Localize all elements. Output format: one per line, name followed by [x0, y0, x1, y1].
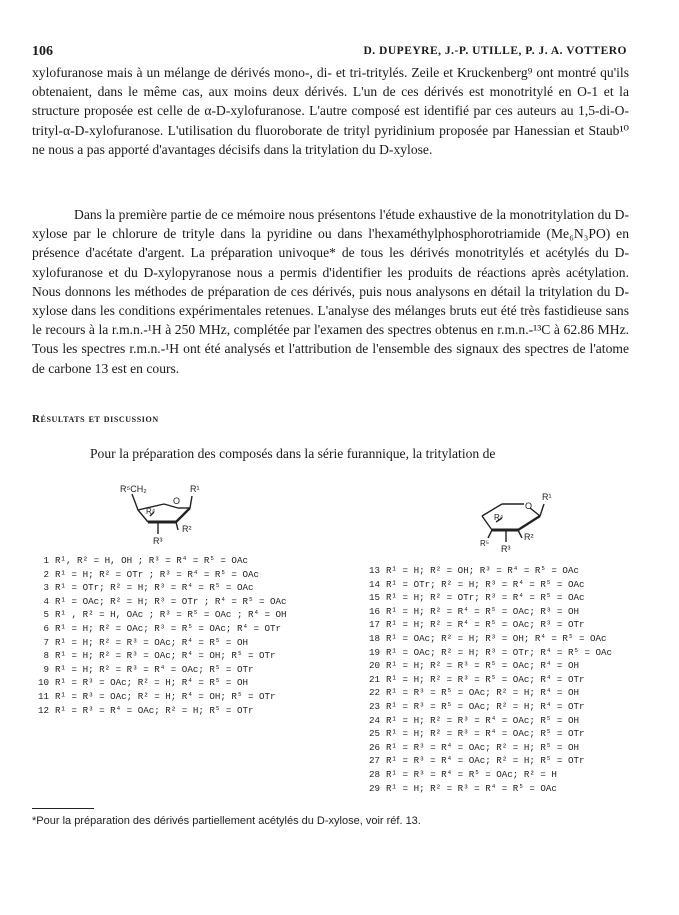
compound-entry	[31, 704, 331, 718]
compound-substituents: R¹ = OTr; R² = H; R³ = R⁴ = R⁵ = OAc	[55, 582, 254, 594]
compound-substituents: R¹ = R³ = OAc; R² = H; R⁴ = R⁵ = OH	[55, 677, 248, 689]
compound-entry	[31, 663, 331, 677]
footnote: *Pour la préparation des dérivés partiellement acétylés du D-xylose, voir réf. 13.	[32, 815, 421, 827]
compound-substituents: R¹ = H; R² = OAc; R³ = R⁵ = OAc; R⁴ = OTr	[55, 622, 282, 634]
compound-entry	[31, 622, 331, 636]
label-r2: R²	[524, 532, 534, 542]
compound-number: 16	[368, 605, 380, 617]
compound-number: 15	[368, 592, 380, 604]
compound-number: 19	[368, 646, 380, 658]
compound-substituents: R¹ , R² = H, OAc ; R³ = R⁵ = OAc ; R⁴ = OH	[55, 609, 287, 621]
compound-number: 24	[368, 714, 380, 726]
compound-entry	[360, 618, 660, 632]
compound-substituents: R¹ = R³ = R⁴ = OAc; R² = H; R⁵ = OTr	[55, 704, 254, 716]
label-r4: R⁴	[146, 507, 156, 516]
compound-number: 29	[368, 782, 380, 794]
compound-number: 25	[368, 728, 380, 740]
compound-number: 2	[43, 568, 49, 580]
compound-number: 12	[37, 704, 49, 716]
compound-number: 27	[368, 755, 380, 767]
pyranose-structure	[468, 482, 578, 562]
compound-entry	[360, 727, 660, 741]
compound-substituents: R¹ = R³ = R⁴ = OAc; R² = H; R⁵ = OH	[386, 741, 579, 753]
compound-number: 11	[37, 690, 49, 702]
compound-entry	[360, 578, 660, 592]
compound-substituents: R¹ = R³ = R⁴ = OAc; R² = H; R⁵ = OTr	[386, 755, 585, 767]
label-o: O	[525, 501, 533, 511]
paragraph-1: xylofuranose mais à un mélange de dérivés mono-, di- et tri-tritylés. Zeile et Kruckenberg⁹ ont montré qu'ils obtenaient, dans le même cas, aux moins deux dérivés. L'un de ces dérivés est monotritylé en O-1 et la structure proposée est celle de α-D-xylofuranose. L'autre composé est identifié par ces auteurs au 1,5-di-O-trityl-α-D-xylofuranose. L'utilisation du fluoroborate de trityl pyridinium proposée par Hanessian et Staub¹⁰ ne nous a pas apporté d'avantages décisifs dans la tritylation du D-xylose.	[32, 65, 629, 157]
compound-entry	[31, 554, 331, 568]
compound-substituents: R¹ = H; R² = OH; R³ = R⁴ = R⁵ = OAc	[386, 565, 579, 576]
label-r5ch2: R⁵CH₂	[120, 484, 147, 494]
compound-substituents: R¹ = OTr; R² = H; R³ = R⁴ = R⁵ = OAc	[386, 578, 585, 590]
compound-entry	[360, 591, 660, 605]
label-r3: R³	[501, 544, 511, 554]
compound-number: 6	[43, 622, 49, 634]
compound-substituents: R¹ = H; R² = OTr ; R³ = R⁴ = R⁵ = OAc	[55, 568, 259, 580]
compound-entry	[31, 581, 331, 595]
compound-substituents: R¹ = R³ = R⁵ = OAc; R² = H; R⁴ = OTr	[386, 700, 585, 712]
compound-entry	[360, 700, 660, 714]
compound-list-furanose	[31, 554, 331, 717]
compound-number: 13	[368, 565, 380, 576]
compound-number: 22	[368, 687, 380, 699]
compound-entry	[31, 568, 331, 582]
label-r5: R⁵	[480, 539, 490, 548]
compound-substituents: R¹ = OAc; R² = H; R³ = OTr ; R⁴ = R⁵ = OAc	[55, 595, 287, 607]
compound-substituents: R¹ = R³ = R⁴ = R⁵ = OAc; R² = H	[386, 768, 557, 780]
compound-substituents: R¹, R² = H, OH ; R³ = R⁴ = R⁵ = OAc	[55, 555, 248, 566]
label-o: O	[173, 496, 181, 506]
compound-number: 5	[43, 609, 49, 621]
compound-substituents: R¹ = H; R² = R³ = OAc; R⁴ = R⁵ = OH	[55, 636, 248, 648]
compound-entry	[31, 676, 331, 690]
compound-number: 1	[43, 555, 49, 566]
compound-substituents: R¹ = H; R² = R³ = R⁴ = OAc; R⁵ = OTr	[386, 728, 585, 740]
compound-entry	[360, 686, 660, 700]
compound-entry	[360, 754, 660, 768]
compound-substituents: R¹ = OAc; R² = H; R³ = OH; R⁴ = R⁵ = OAc	[386, 632, 607, 644]
furanose-structure	[118, 474, 228, 554]
compound-entry	[360, 714, 660, 728]
compound-entry	[360, 673, 660, 687]
label-r3: R³	[153, 536, 163, 546]
compound-entry	[360, 782, 660, 796]
compound-entry	[31, 649, 331, 663]
compound-substituents: R¹ = H; R² = R³ = R⁴ = OAc; R⁵ = OH	[386, 714, 579, 726]
compound-number: 9	[43, 663, 49, 675]
compound-number: 23	[368, 700, 380, 712]
compound-list-pyranose	[360, 564, 660, 795]
compound-entry	[360, 564, 660, 578]
compound-entry	[360, 646, 660, 660]
compound-substituents: R¹ = H; R² = R³ = R⁴ = R⁵ = OAc	[386, 782, 557, 794]
running-header-authors: D. DUPEYRE, J.-P. UTILLE, P. J. A. VOTTERO	[363, 45, 627, 57]
compound-number: 21	[368, 673, 380, 685]
compound-substituents: R¹ = H; R² = OTr; R³ = R⁴ = R⁵ = OAc	[386, 592, 585, 604]
compound-entry	[360, 741, 660, 755]
section-heading: Résultats et discussion	[32, 413, 159, 425]
compound-entry	[360, 659, 660, 673]
label-r1: R¹	[542, 492, 552, 502]
compound-number: 26	[368, 741, 380, 753]
compound-number: 8	[43, 650, 49, 662]
compound-number: 17	[368, 619, 380, 631]
compound-substituents: R¹ = H; R² = R³ = OAc; R⁴ = OH; R⁵ = OTr	[55, 650, 276, 662]
compound-substituents: R¹ = OAc; R² = H; R³ = OTr; R⁴ = R⁵ = OAc	[386, 646, 613, 658]
compound-substituents: R¹ = H; R² = R⁴ = R⁵ = OAc; R³ = OTr	[386, 619, 585, 631]
label-r1: R¹	[190, 484, 200, 494]
compound-number: 4	[43, 595, 49, 607]
compound-entry	[360, 632, 660, 646]
compound-number: 3	[43, 582, 49, 594]
label-r2: R²	[182, 524, 192, 534]
compound-number: 28	[368, 768, 380, 780]
page-number: 106	[32, 44, 53, 59]
compound-entry	[31, 636, 331, 650]
compound-entry	[31, 608, 331, 622]
compound-number: 20	[368, 660, 380, 672]
compound-entry	[31, 690, 331, 704]
compound-entry	[360, 768, 660, 782]
compound-substituents: R¹ = R³ = OAc; R² = H; R⁴ = OH; R⁵ = OTr	[55, 690, 276, 702]
compound-substituents: R¹ = H; R² = R³ = R⁴ = OAc; R⁵ = OTr	[55, 663, 254, 675]
paragraph-2: Dans la première partie de ce mémoire nous présentons l'étude exhaustive de la monotritylation du D-xylose par le chlorure de trityle dans la pyridine ou dans l'hexaméthylphosphorotriamide (Me₆N₃PO) en présence d'acétate d'argent. La préparation univoque* de tous les dérivés monotritylés et acétylés du D-xylofuranose et du D-xylopyranose nous a permis d'identifier les produits de réactions après acétylation. Nous donnons les méthodes de préparation de ces dérivés, puis nous analysons en détail la tritylation du D-xylose dans les conditions expérimentales retenues. L'analyse des mélanges bruts eut été très fastidieuse sans le recours à la r.m.n.-¹H à 250 MHz, complétée par l'examen des spectres obtenus en r.m.n.-¹³C à 62.86 MHz. Tous les spectres r.m.n.-¹H ont été analysés et l'attribution de l'ensemble des signaux des spectres de l'atome de carbone 13 est en cours.	[32, 207, 629, 376]
compound-number: 7	[43, 636, 49, 648]
compound-entry	[360, 605, 660, 619]
label-r4: R⁴	[494, 513, 504, 522]
compound-entry	[31, 595, 331, 609]
compound-substituents: R¹ = H; R² = R³ = R⁵ = OAc; R⁴ = OH	[386, 660, 579, 672]
compound-number: 18	[368, 632, 380, 644]
compound-number: 14	[368, 578, 380, 590]
pyranose-ring-drawing	[468, 482, 578, 562]
compound-number: 10	[37, 677, 49, 689]
compound-substituents: R¹ = H; R² = R⁴ = R⁵ = OAc; R³ = OH	[386, 605, 579, 617]
footnote-rule	[32, 808, 94, 809]
compound-substituents: R¹ = R³ = R⁵ = OAc; R² = H; R⁴ = OH	[386, 687, 579, 699]
furanose-ring-drawing	[118, 474, 228, 554]
compound-substituents: R¹ = H; R² = R³ = R⁵ = OAc; R⁴ = OTr	[386, 673, 585, 685]
paragraph-3: Pour la préparation des composés dans la série furannique, la tritylation de	[90, 446, 496, 461]
